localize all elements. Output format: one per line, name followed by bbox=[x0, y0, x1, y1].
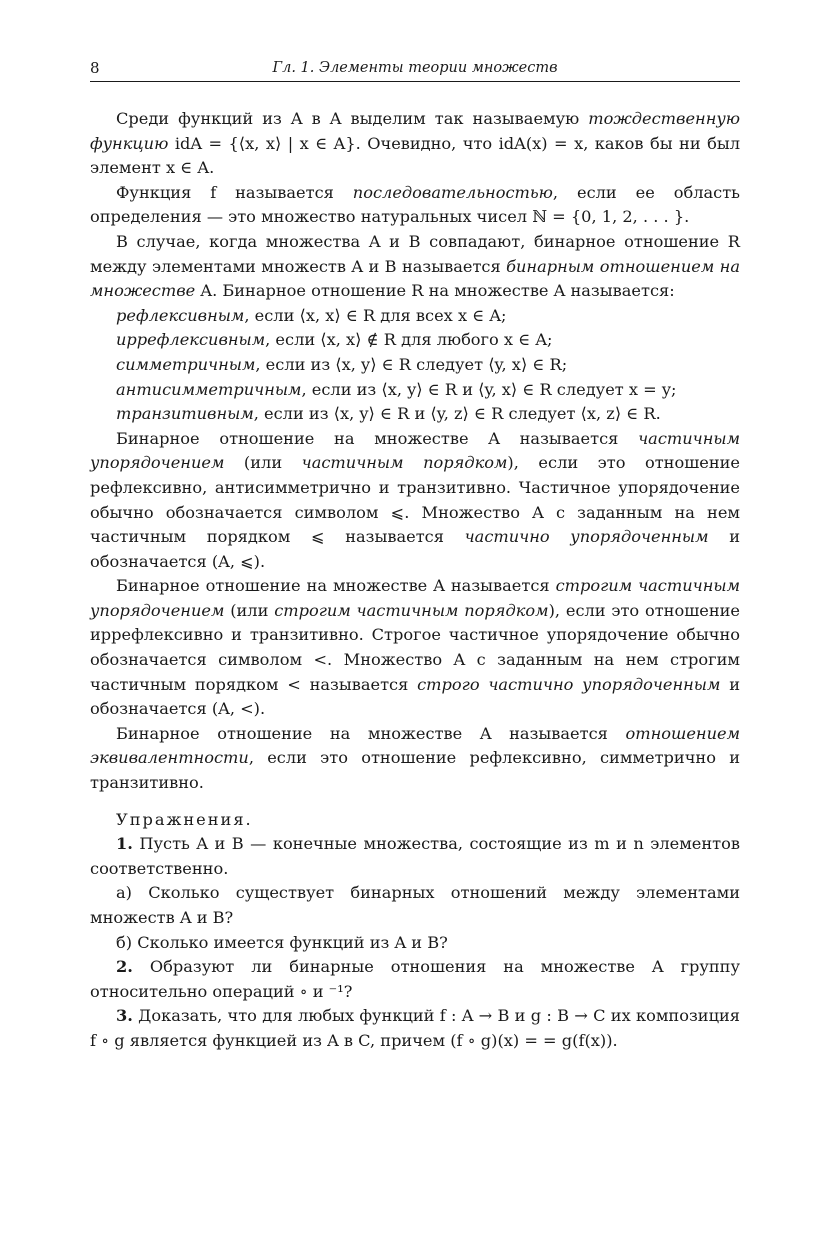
exercise-1b: б) Сколько имеется функций из A и B? bbox=[116, 932, 448, 952]
def-antisymmetric: антисимметричным, если из ⟨x, y⟩ ∈ R и ⟨y, x⟩ ∈ R следует x = y; bbox=[116, 379, 677, 399]
exercise-2: 2. Образуют ли бинарные отношения на множестве A группу относительно операций ∘ и ⁻¹? bbox=[90, 957, 740, 1001]
exercise-1: 1. Пусть A и B — конечные множества, состоящие из m и n элементов соответственно. bbox=[90, 834, 740, 878]
page-number: 8 bbox=[90, 59, 100, 77]
exercise-3: 3. Доказать, что для любых функций f : A → B и g : B → C их композиция f ∘ g является функцией из A в C, причем (f ∘ g)(x) = = g(f(x)). bbox=[90, 1006, 740, 1050]
paragraph-partial-order: Бинарное отношение на множестве A называется частичным упорядочением (или частичным порядком), если это отношение рефлексивно, антисимметрично и транзитивно. Частичное упорядочение обычно обозначается символом ⩽. Множество A с заданным на нем частичным порядком ⩽ называется частично упорядоченным и обозначается (A, ⩽). bbox=[90, 428, 740, 571]
running-title: Гл. 1. Элементы теории множеств bbox=[272, 60, 558, 76]
def-transitive: транзитивным, если из ⟨x, y⟩ ∈ R и ⟨y, z⟩ ∈ R следует ⟨x, z⟩ ∈ R. bbox=[116, 404, 661, 424]
book-page bbox=[90, 0, 740, 1240]
def-reflexive: рефлексивным, если ⟨x, x⟩ ∈ R для всех x ∈ A; bbox=[116, 305, 507, 325]
section-gap bbox=[90, 796, 740, 808]
term-sequence: последовательностью bbox=[352, 182, 553, 202]
page-header bbox=[90, 56, 740, 80]
paragraph-sequence: Функция f называется последовательностью, если ее область определения — это множество натуральных чисел ℕ = {0, 1, 2, . . . }. bbox=[90, 182, 740, 227]
paragraph-strict-partial-order: Бинарное отношение на множестве A называется строгим частичным упорядочением (или строгим частичным порядком), если это отношение иррефлексивно и транзитивно. Строгое частичное упорядочение обычно обозначается символом <. Множество A с заданным на нем строгим частичным порядком < называется строго частично упорядоченным и обозначается (A, <). bbox=[90, 576, 741, 719]
term-identity-function: тождественную функцию bbox=[90, 109, 740, 153]
def-irreflexive: иррефлексивным, если ⟨x, x⟩ ∉ R для любого x ∈ A; bbox=[116, 330, 553, 350]
paragraph-equivalence: Бинарное отношение на множестве A называется отношением эквивалентности, если это отношение рефлексивно, симметрично и транзитивно. bbox=[90, 723, 740, 793]
paragraph-identity-function: Среди функций из A в A выделим так называемую тождественную функцию idA = {⟨x, x⟩ | x ∈ A}. Очевидно, что idA(x) = x, каков бы ни был элемент x ∈ A. bbox=[90, 109, 740, 178]
header-rule bbox=[90, 81, 740, 82]
term-binary-relation-on-set: бинарным отношением на множестве bbox=[90, 256, 740, 301]
page-body bbox=[90, 107, 740, 1054]
exercise-1a: а) Сколько существует бинарных отношений между элементами множеств A и B? bbox=[90, 883, 740, 927]
exercises-heading: Упражнения. bbox=[116, 809, 253, 829]
paragraph-binary-relation: В случае, когда множества A и B совпадают, бинарное отношение R между элементами множеств A и B называется бинарным отношением на множестве A. Бинарное отношение R на множестве A называется: bbox=[90, 231, 740, 301]
def-symmetric: симметричным, если из ⟨x, y⟩ ∈ R следует ⟨y, x⟩ ∈ R; bbox=[116, 354, 568, 374]
